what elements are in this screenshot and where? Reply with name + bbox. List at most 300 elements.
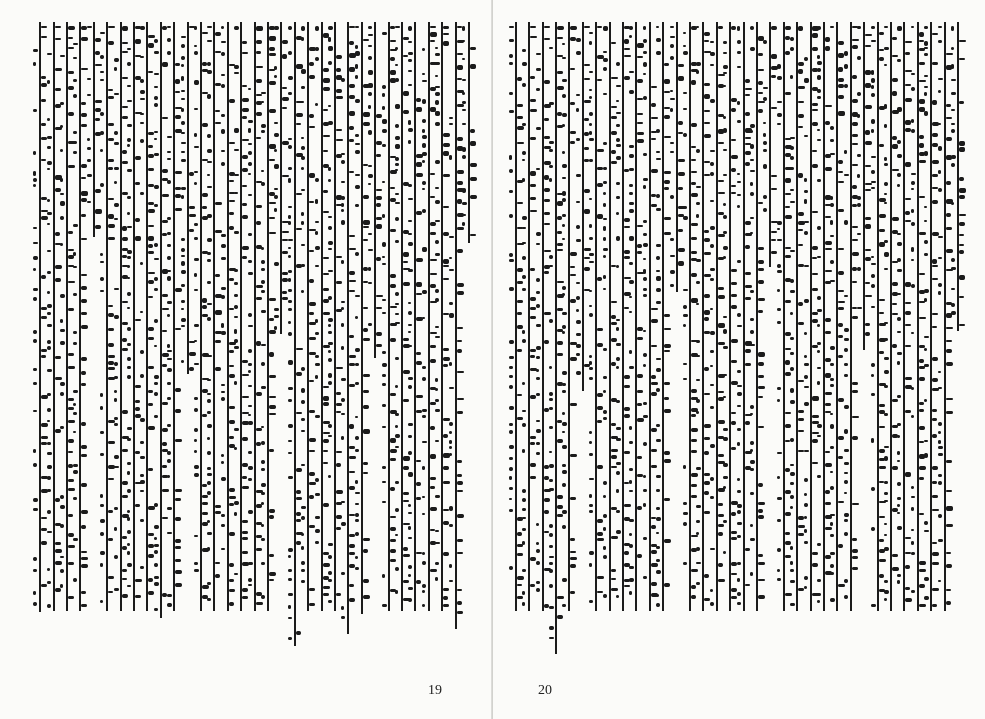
script-stroke — [47, 212, 52, 215]
script-stroke — [269, 352, 274, 357]
script-stroke — [562, 79, 567, 82]
script-stroke — [852, 436, 858, 440]
script-stroke — [562, 470, 567, 474]
script-stroke — [288, 332, 292, 336]
script-stroke — [637, 98, 643, 100]
script-stroke — [812, 319, 818, 323]
script-stroke — [457, 249, 463, 253]
script-stroke — [296, 348, 303, 350]
script-stroke — [33, 339, 37, 343]
script-stroke — [637, 506, 642, 510]
script-stroke — [651, 86, 657, 88]
script-stroke — [87, 94, 91, 96]
script-stroke — [664, 115, 670, 119]
script-stroke — [745, 233, 752, 236]
script-stroke — [261, 268, 265, 271]
script-stroke — [544, 175, 549, 180]
script-stroke — [905, 211, 910, 215]
script-stroke — [683, 522, 687, 526]
script-stroke — [718, 503, 723, 506]
script-stroke — [403, 598, 410, 601]
script-stroke — [422, 119, 426, 123]
script-stroke — [522, 62, 527, 66]
script-stroke — [718, 142, 724, 144]
script-stroke — [443, 453, 450, 458]
script-stroke — [274, 26, 279, 30]
text-line — [368, 22, 382, 358]
script-stroke — [215, 83, 221, 86]
script-stroke — [430, 62, 437, 65]
script-stroke — [844, 449, 849, 452]
script-stroke — [229, 532, 235, 536]
script-stroke — [376, 196, 382, 200]
script-stroke — [215, 51, 221, 53]
script-stroke — [395, 481, 399, 484]
script-stroke — [844, 374, 848, 377]
script-stroke — [710, 496, 714, 499]
script-stroke — [557, 249, 563, 251]
script-stroke — [932, 62, 938, 65]
script-stroke — [443, 604, 449, 607]
script-stroke — [100, 563, 103, 567]
script-stroke — [683, 289, 688, 291]
script-stroke — [785, 178, 791, 183]
script-stroke — [349, 486, 355, 490]
text-line — [790, 22, 804, 611]
script-stroke — [127, 357, 131, 361]
script-stroke — [656, 276, 661, 281]
script-stroke — [403, 456, 410, 461]
script-stroke — [175, 288, 182, 292]
script-stroke — [812, 164, 818, 168]
script-stroke — [884, 413, 888, 416]
script-stroke — [629, 519, 634, 522]
script-stroke — [194, 171, 198, 173]
script-stroke — [390, 198, 396, 202]
script-stroke — [122, 106, 128, 108]
script-stroke — [804, 135, 808, 137]
script-stroke — [678, 132, 683, 134]
script-stroke — [395, 78, 399, 82]
text-line — [87, 22, 101, 237]
text-line — [884, 22, 898, 611]
script-stroke — [309, 126, 315, 128]
script-stroke — [584, 364, 590, 367]
script-stroke — [731, 596, 737, 599]
script-stroke — [745, 285, 752, 288]
script-stroke — [517, 544, 523, 547]
script-stroke — [718, 287, 724, 290]
script-stroke — [670, 151, 674, 153]
script-stroke — [296, 512, 301, 516]
script-stroke — [745, 584, 750, 586]
script-stroke — [390, 274, 396, 278]
script-stroke — [390, 78, 396, 83]
script-stroke — [269, 579, 274, 581]
script-stroke — [825, 571, 832, 575]
script-stroke — [229, 365, 234, 367]
script-stroke — [33, 242, 38, 244]
script-stroke — [309, 525, 315, 528]
script-stroke — [100, 253, 103, 256]
script-stroke — [207, 424, 212, 428]
script-stroke — [363, 39, 369, 41]
script-stroke — [60, 216, 64, 220]
script-stroke — [643, 153, 647, 156]
script-stroke — [323, 33, 329, 38]
script-stroke — [242, 203, 247, 206]
script-stroke — [403, 268, 410, 270]
script-stroke — [457, 283, 464, 287]
script-stroke — [589, 494, 592, 498]
script-stroke — [718, 180, 724, 182]
script-stroke — [162, 194, 169, 197]
script-stroke — [47, 604, 51, 608]
script-stroke — [629, 566, 634, 569]
script-stroke — [282, 54, 287, 59]
script-stroke — [750, 170, 755, 172]
script-stroke — [68, 545, 75, 548]
script-stroke — [643, 178, 648, 181]
script-stroke — [616, 462, 621, 465]
script-stroke — [248, 405, 252, 407]
script-stroke — [154, 382, 158, 385]
script-stroke — [296, 264, 302, 268]
script-stroke — [919, 513, 924, 515]
script-stroke — [202, 495, 208, 498]
script-stroke — [175, 208, 182, 211]
script-stroke — [403, 523, 410, 525]
script-stroke — [323, 273, 329, 275]
script-stroke — [691, 26, 697, 30]
script-stroke — [589, 563, 592, 567]
script-stroke — [148, 426, 155, 430]
script-stroke — [804, 265, 809, 267]
script-stroke — [557, 112, 562, 116]
script-stroke — [457, 349, 462, 353]
script-stroke — [162, 169, 168, 173]
script-stroke — [509, 509, 513, 512]
script-stroke — [656, 439, 661, 442]
script-stroke — [296, 490, 301, 494]
script-stroke — [422, 409, 427, 412]
script-stroke — [68, 479, 74, 482]
script-stroke — [879, 466, 886, 469]
script-stroke — [798, 380, 804, 382]
script-stroke — [60, 55, 65, 57]
script-stroke — [704, 294, 710, 298]
script-stroke — [309, 312, 314, 315]
script-stroke — [691, 397, 698, 400]
script-stroke — [41, 355, 46, 358]
script-stroke — [328, 248, 332, 250]
script-stroke — [637, 43, 644, 48]
script-stroke — [549, 562, 553, 565]
script-stroke — [892, 399, 898, 402]
script-stroke — [100, 532, 104, 536]
script-stroke — [710, 226, 715, 230]
script-stroke — [122, 546, 127, 550]
script-stroke — [323, 288, 329, 291]
script-stroke — [664, 382, 670, 385]
script-stroke — [336, 195, 342, 200]
script-stroke — [41, 489, 48, 493]
script-stroke — [336, 490, 343, 494]
script-stroke — [919, 32, 924, 37]
script-stroke — [457, 291, 464, 295]
script-stem — [307, 22, 309, 611]
script-stroke — [229, 99, 235, 103]
script-stroke — [148, 236, 154, 241]
script-stroke — [422, 143, 426, 148]
script-stroke — [167, 301, 172, 304]
script-stroke — [408, 52, 413, 55]
script-stroke — [718, 192, 725, 194]
script-stroke — [95, 209, 102, 214]
script-stroke — [315, 221, 319, 223]
script-stroke — [892, 169, 899, 171]
script-stroke — [946, 117, 952, 119]
script-stroke — [114, 218, 118, 220]
script-stroke — [33, 602, 37, 606]
script-stroke — [355, 449, 359, 452]
script-stroke — [696, 186, 701, 188]
script-stroke — [135, 579, 142, 582]
script-stroke — [771, 54, 777, 59]
script-stroke — [234, 501, 239, 505]
script-stroke — [871, 187, 875, 189]
script-stroke — [597, 55, 604, 59]
script-stroke — [865, 165, 871, 167]
script-stem — [622, 22, 624, 611]
script-stroke — [390, 539, 396, 542]
script-stroke — [127, 138, 131, 142]
script-stroke — [114, 203, 119, 207]
script-stroke — [959, 40, 966, 42]
script-stroke — [181, 261, 185, 266]
script-stroke — [892, 508, 898, 512]
script-stroke — [844, 348, 848, 352]
script-stroke — [81, 454, 87, 457]
script-stroke — [55, 243, 61, 245]
script-stroke — [416, 395, 423, 398]
script-stroke — [328, 543, 333, 546]
script-stroke — [269, 47, 275, 51]
script-stroke — [879, 458, 885, 461]
text-line — [194, 22, 208, 611]
script-stroke — [557, 216, 562, 220]
script-stroke — [395, 193, 399, 195]
script-stroke — [905, 587, 910, 590]
script-stroke — [47, 346, 51, 350]
script-stroke — [95, 38, 101, 42]
script-stroke — [804, 541, 808, 544]
script-stroke — [865, 34, 872, 36]
script-stroke — [122, 77, 128, 79]
script-stroke — [242, 139, 249, 141]
script-stroke — [919, 477, 924, 480]
script-stroke — [812, 593, 819, 596]
script-stroke — [181, 159, 186, 162]
script-stroke — [408, 377, 413, 380]
script-stroke — [865, 105, 872, 109]
script-stroke — [584, 209, 590, 214]
script-stroke — [162, 442, 167, 446]
script-stroke — [336, 75, 342, 80]
script-stroke — [430, 345, 436, 348]
script-stroke — [710, 200, 714, 202]
text-line — [871, 22, 885, 611]
script-stroke — [108, 367, 115, 370]
script-stroke — [718, 420, 725, 424]
script-stroke — [852, 267, 857, 271]
script-stroke — [932, 495, 938, 498]
script-stroke — [959, 141, 965, 146]
script-stem — [930, 22, 932, 611]
script-stroke — [871, 604, 876, 607]
script-stroke — [33, 227, 37, 229]
script-stroke — [194, 535, 198, 537]
script-stroke — [576, 353, 580, 356]
script-stroke — [457, 188, 464, 192]
script-stroke — [750, 159, 754, 161]
text-line — [857, 22, 871, 350]
script-stroke — [798, 244, 803, 246]
script-stroke — [576, 225, 580, 229]
script-stroke — [798, 62, 804, 66]
script-stroke — [670, 44, 674, 48]
text-line — [737, 22, 751, 611]
script-stroke — [946, 53, 953, 55]
script-stroke — [651, 428, 657, 432]
script-stroke — [817, 256, 821, 258]
script-stroke — [194, 223, 198, 226]
script-stroke — [349, 41, 354, 45]
script-stroke — [758, 92, 763, 94]
script-stroke — [938, 78, 943, 80]
script-stroke — [336, 527, 341, 530]
script-stroke — [408, 587, 413, 590]
script-stroke — [817, 226, 821, 230]
script-stroke — [678, 76, 684, 81]
script-stroke — [122, 322, 128, 325]
script-stroke — [95, 64, 102, 66]
script-stroke — [691, 123, 697, 127]
script-stroke — [750, 441, 754, 445]
script-stroke — [905, 282, 911, 287]
script-stroke — [175, 489, 182, 492]
script-stroke — [382, 574, 385, 578]
script-stroke — [229, 488, 235, 492]
script-stroke — [629, 71, 634, 73]
script-stroke — [315, 541, 319, 544]
script-stroke — [309, 450, 315, 452]
script-stroke — [390, 306, 397, 308]
script-stroke — [234, 128, 239, 133]
script-stroke — [643, 39, 647, 43]
script-stroke — [248, 143, 252, 145]
script-stroke — [731, 501, 738, 505]
script-stroke — [127, 366, 131, 369]
script-stroke — [355, 513, 359, 517]
script-stroke — [33, 569, 37, 572]
script-stroke — [570, 299, 576, 303]
script-stroke — [838, 398, 844, 402]
script-stroke — [704, 238, 710, 242]
script-stroke — [723, 246, 728, 250]
script-stroke — [355, 348, 360, 352]
script-stroke — [221, 244, 226, 248]
script-stroke — [871, 374, 874, 377]
script-stroke — [207, 238, 212, 242]
script-stroke — [838, 290, 844, 292]
script-stroke — [643, 537, 647, 540]
script-stroke — [576, 174, 581, 177]
script-stem — [227, 22, 229, 611]
script-stroke — [215, 32, 221, 36]
script-stroke — [449, 269, 454, 271]
script-stroke — [416, 162, 422, 167]
script-stroke — [905, 345, 911, 347]
text-line — [804, 22, 818, 611]
script-stroke — [47, 581, 51, 584]
script-stroke — [656, 288, 661, 292]
script-stroke — [60, 201, 65, 206]
script-stroke — [122, 42, 128, 44]
script-stroke — [234, 428, 239, 431]
script-stroke — [777, 270, 782, 273]
script-stroke — [288, 424, 293, 428]
script-stroke — [905, 52, 910, 55]
script-stroke — [704, 161, 710, 163]
script-stroke — [416, 282, 422, 287]
script-stroke — [589, 510, 593, 513]
script-stroke — [60, 524, 64, 528]
script-stroke — [81, 371, 86, 375]
script-stroke — [544, 188, 550, 192]
script-stroke — [611, 131, 617, 135]
script-stroke — [336, 309, 342, 312]
script-stroke — [611, 265, 616, 267]
script-stroke — [175, 559, 181, 562]
script-stroke — [443, 133, 450, 137]
script-stroke — [408, 128, 413, 132]
script-stroke — [812, 246, 818, 250]
script-stroke — [47, 510, 51, 514]
text-line — [114, 22, 128, 611]
script-stroke — [390, 323, 397, 326]
script-stroke — [148, 591, 154, 595]
script-stroke — [664, 397, 669, 400]
text-line — [643, 22, 657, 611]
script-stroke — [288, 360, 293, 365]
script-stroke — [597, 183, 603, 187]
script-stroke — [449, 313, 454, 318]
script-stroke — [879, 198, 886, 202]
script-stroke — [643, 51, 647, 54]
script-stroke — [135, 414, 141, 418]
script-stroke — [798, 101, 804, 103]
script-stroke — [651, 517, 656, 519]
script-stroke — [122, 226, 127, 231]
script-stroke — [745, 349, 751, 353]
script-stroke — [643, 402, 647, 405]
script-stroke — [33, 508, 38, 511]
script-stroke — [269, 69, 275, 71]
script-stroke — [651, 308, 658, 310]
text-line — [234, 22, 248, 611]
script-stroke — [135, 451, 140, 454]
